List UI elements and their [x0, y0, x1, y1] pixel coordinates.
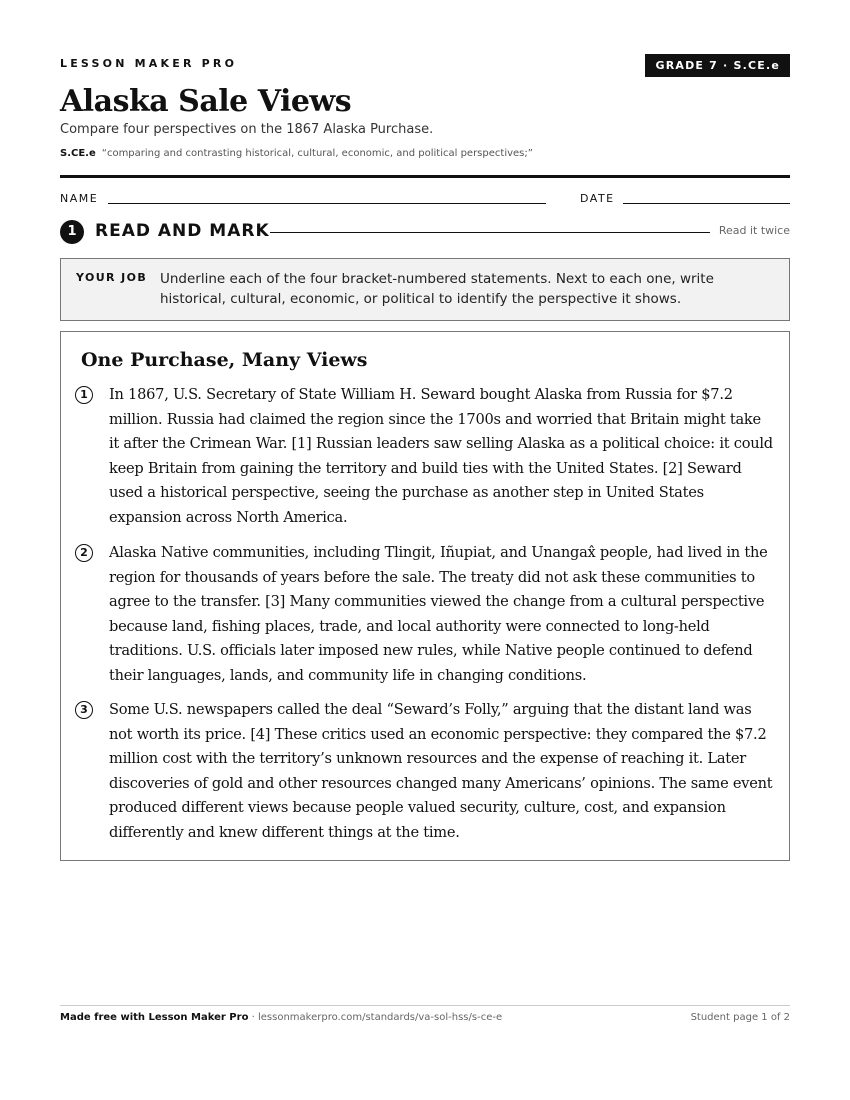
- paragraph: [75, 541, 775, 689]
- paragraph-text: Alaska Native communities, including Tlingit, Iñupiat, and Unangax̂ people, had lived in the region for thousands of years before the sale. The treaty did not ask these communities to agree to the transfer. [3] Many communities viewed the change from a cultural perspective because land, fishing places, trade, and local authority were connected to long-held traditions. U.S. officials later imposed new rules, while Native people continued to defend their languages, lands, and community life in changing conditions.: [109, 544, 768, 684]
- name-label: NAME: [60, 192, 99, 205]
- grade-badge: GRADE 7 · S.CE.e: [645, 54, 790, 77]
- date-field[interactable]: [623, 203, 790, 204]
- section-number-badge: 1: [60, 220, 84, 244]
- paragraph-text: In 1867, U.S. Secretary of State William H. Seward bought Alaska from Russia for $7.2 million. Russia had claimed the region since the 1700s and worried that Britain might take it after the Crimean War. [1] Russian leaders saw selling Alaska as a political choice: it could keep Britain from gaining the territory and build ties with the United States. [2] Seward used a historical perspective, seeing the purchase as another step in United States expansion across North America.: [109, 386, 773, 526]
- footer-made-with: Made free with Lesson Maker Pro: [60, 1012, 249, 1023]
- paragraph-number-icon: 3: [75, 701, 93, 719]
- paragraph: [75, 698, 775, 846]
- standard-code: S.CE.e: [60, 148, 96, 159]
- standard-line: [60, 148, 533, 159]
- page-title: Alaska Sale Views: [60, 84, 352, 119]
- job-label: YOUR JOB: [76, 271, 148, 284]
- footer-divider: [60, 1005, 790, 1006]
- reading-title: One Purchase, Many Views: [81, 349, 368, 371]
- job-box: [60, 258, 790, 321]
- standard-text: “comparing and contrasting historical, cultural, economic, and political perspectives;”: [101, 148, 533, 159]
- paragraph-number-icon: 1: [75, 386, 93, 404]
- header-divider: [60, 175, 790, 178]
- paragraph: [75, 383, 775, 531]
- job-instructions: Underline each of the four bracket-numbered statements. Next to each one, write historical, cultural, economic, or political to identify the perspective it shows.: [160, 271, 714, 307]
- reading-passage: [60, 331, 790, 861]
- page-subtitle: Compare four perspectives on the 1867 Alaska Purchase.: [60, 122, 434, 137]
- section-title: READ AND MARK: [95, 221, 270, 241]
- paragraph-text: Some U.S. newspapers called the deal “Seward’s Folly,” arguing that the distant land was not worth its price. [4] These critics used an economic perspective: they compared the $7.2 million cost with the territory’s unknown resources and the expense of reaching it. Later discoveries of gold and other resources changed many Americans’ opinions. The same event produced different views because people valued security, culture, cost, and expansion differently and knew different things at the time.: [109, 701, 773, 841]
- paragraph-number-icon: 2: [75, 544, 93, 562]
- footer-credit: [60, 1012, 502, 1023]
- page-number: Student page 1 of 2: [690, 1012, 790, 1023]
- date-label: DATE: [580, 192, 615, 205]
- section-divider: [270, 232, 710, 233]
- footer-url[interactable]: lessonmakerpro.com/standards/va-sol-hss/s-ce-e: [257, 1012, 503, 1023]
- name-field[interactable]: [108, 203, 546, 204]
- footer-separator: ·: [248, 1012, 258, 1023]
- section-hint: Read it twice: [718, 224, 790, 237]
- brand-name: LESSON MAKER PRO: [60, 57, 238, 70]
